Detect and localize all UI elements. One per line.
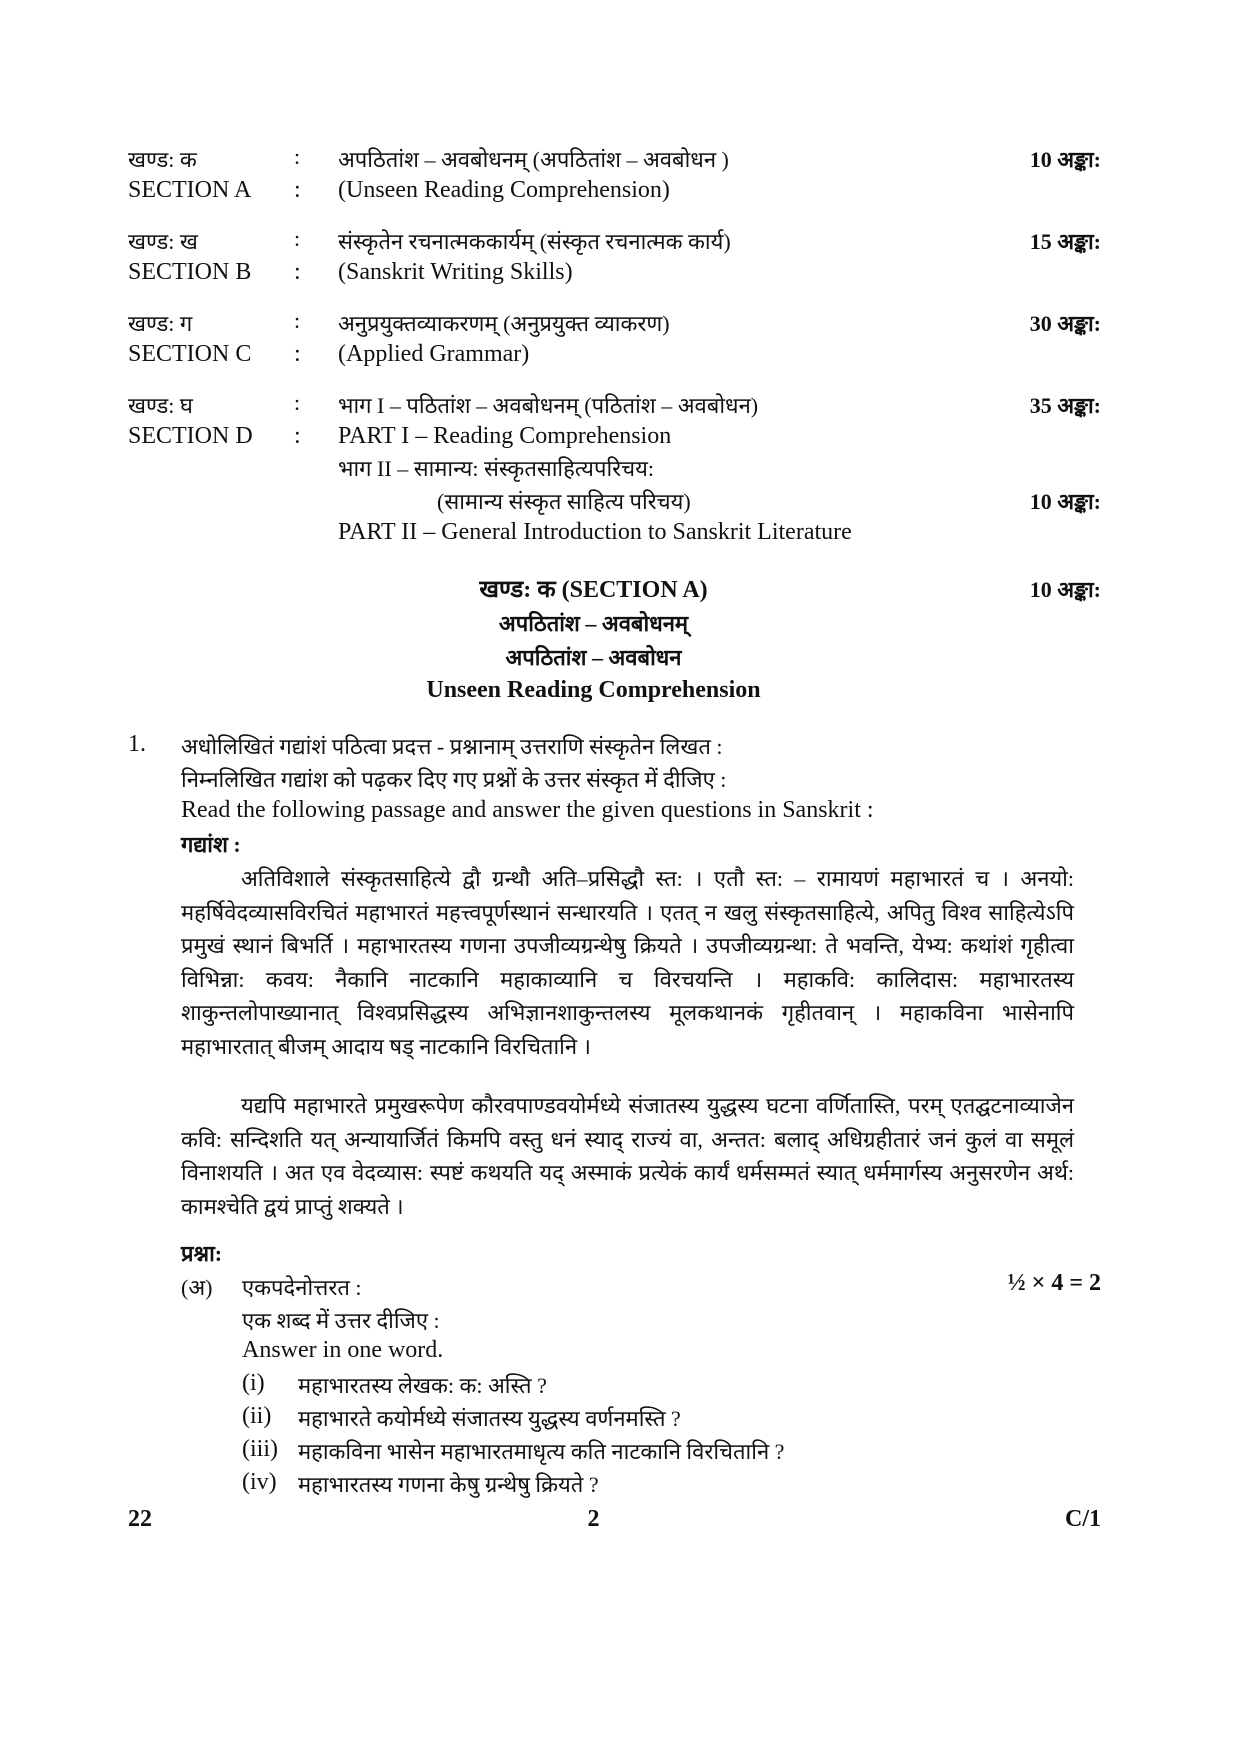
section-heading-sub1: अपठितांश – अवबोधनम् — [498, 611, 689, 636]
section-d-label-hi: खण्ड: घ — [128, 393, 193, 418]
part-a-marks: ½ × 4 = 2 — [1007, 1270, 1101, 1296]
section-c-label-hi: खण्ड: ग — [128, 311, 193, 336]
section-c-label-en: SECTION C — [128, 341, 252, 367]
section-a-marks: 10 अङ्का: — [1029, 147, 1101, 172]
section-b-label-hi: खण्ड: ख — [128, 229, 198, 254]
item-text: महाकविना भासेन महाभारतमाधृत्य कति नाटकानि विरचितानि ? — [298, 1439, 785, 1464]
section-b-label-en: SECTION B — [128, 259, 252, 285]
item-text: महाभारतस्य लेखक: क: अस्ति ? — [298, 1373, 547, 1398]
part-a-marker: (अ) — [181, 1275, 213, 1300]
section-d-part2-line3: PART II – General Introduction to Sanskrit Literature — [338, 519, 852, 545]
passage-paragraph-2: यद्यपि महाभारते प्रमुखरूपेण कौरवपाण्डवयोर्मध्ये संजातस्य युद्धस्य घटना वर्णितास्ति, परम् एतद्घटनाव्याजेन कवि: सन्दिशति यत् अन्यायार्जितं किमपि वस्तु धनं स्याद् राज्यं वा, अन्तत: बलाद् अधिग्रहीतारं जनं कुलं वा समूलं विनाशयति । अत एव वेदव्यास: स्पष्टं कथयति यद् अस्माकं प्रत्येकं कार्यं धर्मसम्मतं स्यात् धर्ममार्गस्य अनुसरणेन अर्थ: कामश्चेति द्वयं प्राप्तुं शक्यते । — [181, 1093, 1074, 1219]
questions-label: प्रश्ना: — [181, 1241, 223, 1266]
section-a-title-hi: अपठितांश – अवबोधनम् (अपठितांश – अवबोधन ) — [338, 147, 729, 172]
instruction-hindi: निम्नलिखित गद्यांश को पढ़कर दिए गए प्रश्नों के उत्तर संस्कृत में दीजिए : — [181, 767, 727, 792]
footer-page-number: 2 — [587, 1506, 600, 1532]
colon: : — [294, 390, 301, 415]
colon: : — [294, 308, 301, 333]
item-number: (ii) — [242, 1403, 272, 1429]
item-number: (i) — [242, 1370, 265, 1396]
section-d-marks: 35 अङ्का: — [1029, 393, 1101, 418]
section-d-label-en: SECTION D — [128, 423, 253, 449]
question-number: 1. — [128, 731, 146, 757]
item-text: महाभारते कयोर्मध्ये संजातस्य युद्धस्य वर्णनमस्ति ? — [298, 1406, 681, 1431]
section-d-title-hi: भाग I – पठितांश – अवबोधनम् (पठितांश – अवबोधन) — [338, 393, 759, 418]
section-c-marks: 30 अङ्का: — [1029, 311, 1101, 336]
section-a-label-hi: खण्ड: क — [128, 147, 197, 172]
section-heading-marks: 10 अङ्का: — [1029, 577, 1101, 602]
part-a-english: Answer in one word. — [242, 1337, 444, 1363]
section-a-label-en: SECTION A — [128, 177, 252, 203]
item-number: (iii) — [242, 1436, 278, 1462]
section-d-title-en: PART I – Reading Comprehension — [338, 423, 672, 449]
section-c-title-hi: अनुप्रयुक्तव्याकरणम् (अनुप्रयुक्त व्याकरण) — [338, 311, 670, 336]
section-heading-sub2: अपठितांश – अवबोधन — [505, 645, 682, 670]
colon: : — [294, 226, 301, 251]
section-heading-title: खण्ड: क (SECTION A) — [479, 577, 708, 603]
passage-paragraph-1: अतिविशाले संस्कृतसाहित्ये द्वौ ग्रन्थौ अति–प्रसिद्धौ स्त: । एतौ स्त: – रामायणं महाभारतं च । अनयो: महर्षिवेदव्यासविरचितं महाभारतं महत्त्वपूर्णस्थानं सन्धारयति । एतत् न खलु संस्कृतसाहित्ये, अपितु विश्व साहित्येऽपि प्रमुखं स्थानं बिभर्ति । महाभारतस्य गणना उपजीव्यग्रन्थेषु क्रियते । उपजीव्यग्रन्था: ते भवन्ति, येभ्य: कथांशं गृहीत्वा विभिन्ना: कवय: नैकानि नाटकानि महाकाव्यानि च विरचयन्ति । महाकवि: कालिदास: महाभारतस्य शाकुन्तलोपाख्यानात् विश्वप्रसिद्धस्य अभिज्ञानशाकुन्तलस्य मूलकथानकं गृहीतवान् । महाकविना भासेनापि महाभारतात् बीजम् आदाय षड् नाटकानि विरचितानि । — [181, 866, 1074, 1059]
section-b-marks: 15 अङ्का: — [1029, 229, 1101, 254]
section-c-title-en: (Applied Grammar) — [338, 341, 530, 367]
section-a-title-en: (Unseen Reading Comprehension) — [338, 177, 670, 203]
instruction-sanskrit: अधोलिखितं गद्यांशं पठित्वा प्रदत्त - प्रश्नानाम् उत्तराणि संस्कृतेन लिखत : — [181, 734, 723, 759]
colon: : — [294, 144, 301, 169]
footer-right: C/1 — [1065, 1506, 1101, 1532]
item-text: महाभारतस्य गणना केषु ग्रन्थेषु क्रियते ? — [298, 1472, 599, 1497]
colon: : — [294, 259, 301, 285]
section-d-part2-line1: भाग II – सामान्य: संस्कृतसाहित्यपरिचय: — [338, 456, 654, 481]
part-a-title: एकपदेनोत्तरत : — [242, 1275, 362, 1300]
part-a-hindi: एक शब्द में उत्तर दीजिए : — [242, 1308, 440, 1333]
section-heading-sub3: Unseen Reading Comprehension — [426, 677, 761, 703]
instruction-english: Read the following passage and answer the given questions in Sanskrit : — [181, 797, 874, 823]
colon: : — [294, 423, 301, 449]
colon: : — [294, 177, 301, 203]
section-b-title-hi: संस्कृतेन रचनात्मककार्यम् (संस्कृत रचनात्मक कार्य) — [338, 229, 731, 254]
section-d-part2-marks: 10 अङ्का: — [1029, 489, 1101, 514]
item-number: (iv) — [242, 1469, 277, 1495]
footer-left: 22 — [128, 1506, 152, 1532]
section-b-title-en: (Sanskrit Writing Skills) — [338, 259, 573, 285]
section-d-part2-line2: (सामान्य संस्कृत साहित्य परिचय) — [437, 489, 691, 514]
colon: : — [294, 341, 301, 367]
passage-label: गद्यांश : — [181, 832, 241, 857]
